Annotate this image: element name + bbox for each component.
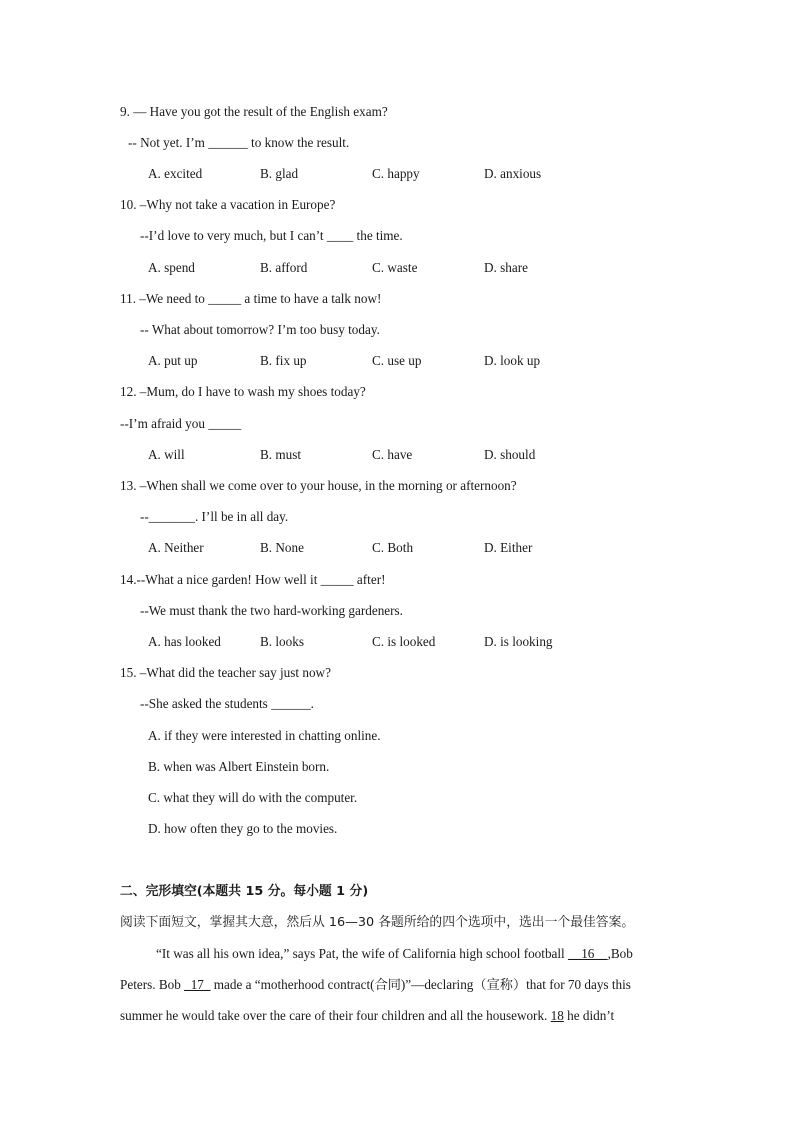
question-12-stem: 12. –Mum, do I have to wash my shoes today? bbox=[120, 384, 366, 399]
question-14-option-c: C. is looked bbox=[372, 634, 436, 649]
passage-line-3-text-b: he didn’t bbox=[567, 1008, 615, 1023]
passage-line-2 bbox=[120, 977, 631, 993]
passage-line-2-text-b: made a “motherhood contract(合同)”—declaring（宣称）that for 70 days this bbox=[213, 977, 631, 992]
question-14-reply: --We must thank the two hard-working gardeners. bbox=[140, 603, 403, 618]
question-9-option-c: C. happy bbox=[372, 166, 420, 181]
section-2-instruction: 阅读下面短文，掌握其大意，然后从 16—30 各题所给的四个选项中，选出一个最佳答案。 bbox=[120, 915, 635, 930]
passage-line-1-text-a: “It was all his own idea,” says Pat, the wife of California high school football bbox=[156, 946, 565, 961]
question-10-reply: --I’d love to very much, but I can’t ____ the time. bbox=[140, 228, 403, 243]
question-11-stem: 11. –We need to _____ a time to have a talk now! bbox=[120, 291, 382, 306]
question-9-option-d: D. anxious bbox=[484, 166, 542, 181]
question-15-option-b: B. when was Albert Einstein born. bbox=[148, 759, 330, 774]
question-11-option-a: A. put up bbox=[148, 353, 198, 368]
question-13-option-c: C. Both bbox=[372, 540, 414, 555]
question-11-option-b: B. fix up bbox=[260, 353, 307, 368]
question-10-option-d: D. share bbox=[484, 260, 528, 275]
question-14-stem: 14.--What a nice garden! How well it _____ after! bbox=[120, 572, 386, 587]
question-10-option-c: C. waste bbox=[372, 260, 418, 275]
section-2-title: 二、完形填空(本题共 15 分。每小题 1 分) bbox=[120, 884, 369, 899]
passage-line-3-text-a: summer he would take over the care of their four children and all the housework. bbox=[120, 1008, 548, 1023]
question-13-option-d: D. Either bbox=[484, 540, 533, 555]
blank-17: _17_ bbox=[184, 977, 211, 992]
question-15-option-c: C. what they will do with the computer. bbox=[148, 790, 358, 805]
passage-line-3 bbox=[120, 1008, 614, 1024]
question-13-option-a: A. Neither bbox=[148, 540, 204, 555]
question-11-option-c: C. use up bbox=[372, 353, 422, 368]
question-12-option-d: D. should bbox=[484, 447, 536, 462]
question-15-option-d: D. how often they go to the movies. bbox=[148, 821, 338, 836]
question-9-stem: 9. — Have you got the result of the English exam? bbox=[120, 104, 388, 119]
passage-line-1-text-b: ,Bob bbox=[607, 946, 633, 961]
question-9-option-a: A. excited bbox=[148, 166, 203, 181]
question-12-option-a: A. will bbox=[148, 447, 185, 462]
question-15-option-a: A. if they were interested in chatting online. bbox=[148, 728, 381, 743]
question-9-option-b: B. glad bbox=[260, 166, 299, 181]
question-10-stem: 10. –Why not take a vacation in Europe? bbox=[120, 197, 336, 212]
question-14-option-a: A. has looked bbox=[148, 634, 221, 649]
question-11-option-d: D. look up bbox=[484, 353, 541, 368]
question-12-option-b: B. must bbox=[260, 447, 302, 462]
question-14-option-d: D. is looking bbox=[484, 634, 553, 649]
passage-line-1 bbox=[156, 946, 633, 962]
question-9-reply: -- Not yet. I’m ______ to know the result. bbox=[128, 135, 350, 150]
question-15-reply: --She asked the students ______. bbox=[140, 696, 314, 711]
question-10-option-b: B. afford bbox=[260, 260, 308, 275]
question-10-option-a: A. spend bbox=[148, 260, 195, 275]
passage-line-2-text-a: Peters. Bob bbox=[120, 977, 181, 992]
question-15-stem: 15. –What did the teacher say just now? bbox=[120, 665, 331, 680]
question-13-reply: --_______. I’ll be in all day. bbox=[140, 509, 289, 524]
question-12-reply: --I’m afraid you _____ bbox=[120, 416, 242, 431]
question-13-stem: 13. –When shall we come over to your house, in the morning or afternoon? bbox=[120, 478, 517, 493]
blank-18: 18 bbox=[550, 1008, 564, 1023]
question-12-option-c: C. have bbox=[372, 447, 413, 462]
blank-16: __16__ bbox=[568, 946, 608, 961]
question-13-option-b: B. None bbox=[260, 540, 304, 555]
question-14-option-b: B. looks bbox=[260, 634, 304, 649]
question-11-reply: -- What about tomorrow? I’m too busy today. bbox=[140, 322, 380, 337]
